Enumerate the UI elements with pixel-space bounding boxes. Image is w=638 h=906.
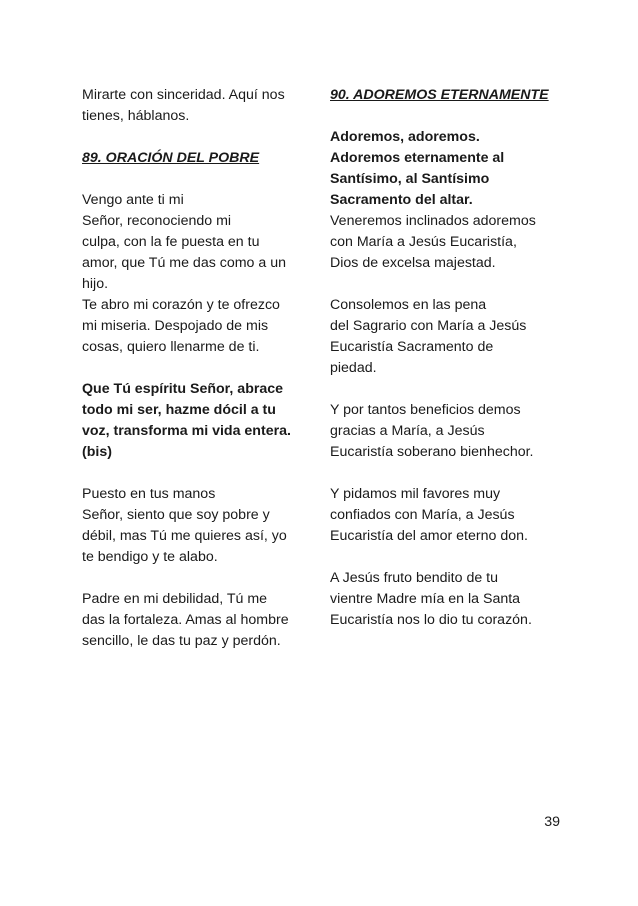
stanza (330, 568, 562, 631)
text-line: amor, que Tú me das como a un (82, 255, 286, 271)
text-line: A Jesús fruto bendito de tu (330, 570, 498, 586)
text-line: Padre en mi debilidad, Tú me (82, 591, 268, 607)
chorus (82, 379, 306, 463)
stanza (330, 400, 562, 463)
stanza (82, 589, 306, 652)
stanza (330, 295, 562, 379)
text-line: Dios de excelsa majestad. (330, 255, 496, 271)
text-line: cosas, quiero llenarme de ti. (82, 339, 260, 355)
text-line: Te abro mi corazón y te ofrezco (82, 297, 280, 313)
text-line: Santísimo, al Santísimo (330, 171, 490, 187)
text-line: (bis) (82, 444, 112, 460)
text-line: del Sagrario con María a Jesús (330, 318, 527, 334)
text-line: Adoremos, adoremos. (330, 129, 480, 145)
text-line: débil, mas Tú me quieres así, yo (82, 528, 287, 544)
stanza (330, 484, 562, 547)
text-line: Eucaristía soberano bienhechor. (330, 444, 534, 460)
text-line: Consolemos en las pena (330, 297, 487, 313)
chorus (330, 127, 562, 211)
text-line: vientre Madre mía en la Santa (330, 591, 521, 607)
text-line: mi miseria. Despojado de mis (82, 318, 269, 334)
intro-text (82, 85, 306, 127)
stanza (82, 484, 306, 568)
song-heading-89: 89. ORACIÓN DEL POBRE (82, 150, 260, 166)
text-line: Señor, reconociendo mi (82, 213, 232, 229)
text-line: voz, transforma mi vida entera. (82, 423, 291, 439)
text-line: Adoremos eternamente al (330, 150, 505, 166)
text-line: con María a Jesús Eucaristía, (330, 234, 517, 250)
text-line: Señor, siento que soy pobre y (82, 507, 270, 523)
text-line: Eucaristía Sacramento de (330, 339, 494, 355)
text-line: Mirarte con sinceridad. Aquí nos (82, 87, 285, 103)
text-line: gracias a María, a Jesús (330, 423, 485, 439)
text-line: Que Tú espíritu Señor, abrace (82, 381, 284, 397)
text-line: todo mi ser, hazme dócil a tu (82, 402, 276, 418)
text-line: Eucaristía nos lo dio tu corazón. (330, 612, 532, 628)
text-line: das la fortaleza. Amas al hombre (82, 612, 289, 628)
stanza (82, 190, 306, 358)
text-line: culpa, con la fe puesta en tu (82, 234, 260, 250)
stanza (330, 211, 562, 274)
text-line: sencillo, le das tu paz y perdón. (82, 633, 281, 649)
text-line: hijo. (82, 276, 109, 292)
text-line: Vengo ante ti mi (82, 192, 184, 208)
left-column (82, 85, 306, 652)
text-line: tienes, háblanos. (82, 108, 190, 124)
text-line: Puesto en tus manos (82, 486, 216, 502)
text-line: confiados con María, a Jesús (330, 507, 515, 523)
song-heading-90: 90. ADOREMOS ETERNAMENTE (330, 87, 549, 103)
right-column (330, 85, 562, 631)
text-line: te bendigo y te alabo. (82, 549, 218, 565)
text-line: Y por tantos beneficios demos (330, 402, 521, 418)
page-number: 39 (544, 814, 560, 830)
text-line: Veneremos inclinados adoremos (330, 213, 536, 229)
text-line: Y pidamos mil favores muy (330, 486, 501, 502)
text-line: Eucaristía del amor eterno don. (330, 528, 528, 544)
text-line: piedad. (330, 360, 377, 376)
text-line: Sacramento del altar. (330, 192, 473, 208)
